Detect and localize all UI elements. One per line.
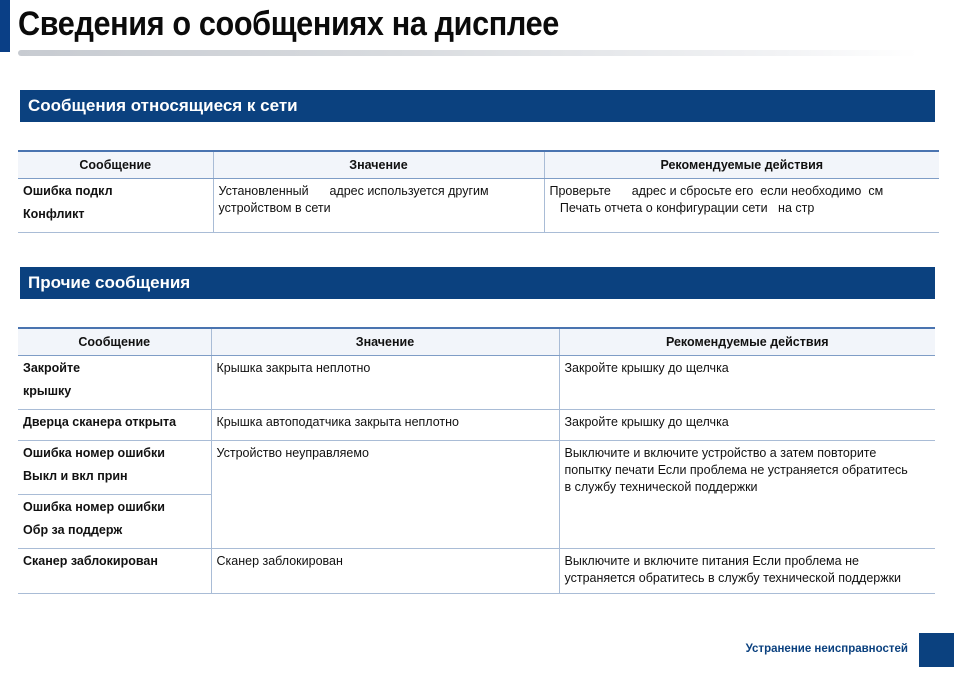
column-header-actions: Рекомендуемые действия: [544, 151, 939, 179]
meaning-cell: Крышка закрыта неплотно: [211, 356, 559, 410]
footer-section-link[interactable]: Устранение неисправностей: [745, 643, 908, 655]
column-header-message: Сообщение: [18, 151, 213, 179]
table-row: [18, 441, 935, 495]
column-header-message: Сообщение: [18, 328, 211, 356]
table-row: [18, 410, 935, 441]
message-cell: Ошибка подкл Конфликт: [18, 179, 213, 233]
meaning-cell: Крышка автоподатчика закрыта неплотно: [211, 410, 559, 441]
page-title: Сведения о сообщениях на дисплее: [18, 5, 559, 43]
meaning-cell: Устройство неуправляемо: [211, 441, 559, 549]
meaning-cell: Установленный адрес используется другим устройством в сети: [213, 179, 544, 233]
section-heading-network: Сообщения относящиеся к сети: [20, 90, 935, 122]
message-cell: Закройте крышку: [18, 356, 211, 410]
page-number-box: [919, 633, 954, 667]
meaning-cell: Сканер заблокирован: [211, 549, 559, 594]
message-cell: Сканер заблокирован: [18, 549, 211, 594]
action-cell: Закройте крышку до щелчка: [559, 410, 935, 441]
title-accent-bar: [0, 0, 10, 52]
table-header-row: [18, 151, 939, 179]
section-heading-other: Прочие сообщения: [20, 267, 935, 299]
message-cell: Ошибка номер ошибки Выкл и вкл прин: [18, 441, 211, 495]
network-messages-table: [18, 150, 939, 233]
other-messages-table: [18, 327, 935, 594]
action-cell: Выключите и включите питания Если проблема не устраняется обратитесь в службу технической поддержки: [559, 549, 935, 594]
action-cell: Закройте крышку до щелчка: [559, 356, 935, 410]
table-header-row: [18, 328, 935, 356]
column-header-meaning: Значение: [211, 328, 559, 356]
message-cell: Ошибка номер ошибки Обр за поддерж: [18, 495, 211, 549]
action-cell: Проверьте адрес и сбросьте его если необходимо см Печать отчета о конфигурации сети на стр: [544, 179, 939, 233]
column-header-actions: Рекомендуемые действия: [559, 328, 935, 356]
table-row: [18, 549, 935, 594]
column-header-meaning: Значение: [213, 151, 544, 179]
message-cell: Дверца сканера открыта: [18, 410, 211, 441]
table-row: [18, 356, 935, 410]
action-cell: Выключите и включите устройство а затем повторите попытку печати Если проблема не устраняется обратитесь в службу технической поддержки: [559, 441, 935, 549]
title-underline: [18, 50, 918, 56]
table-row: [18, 179, 939, 233]
